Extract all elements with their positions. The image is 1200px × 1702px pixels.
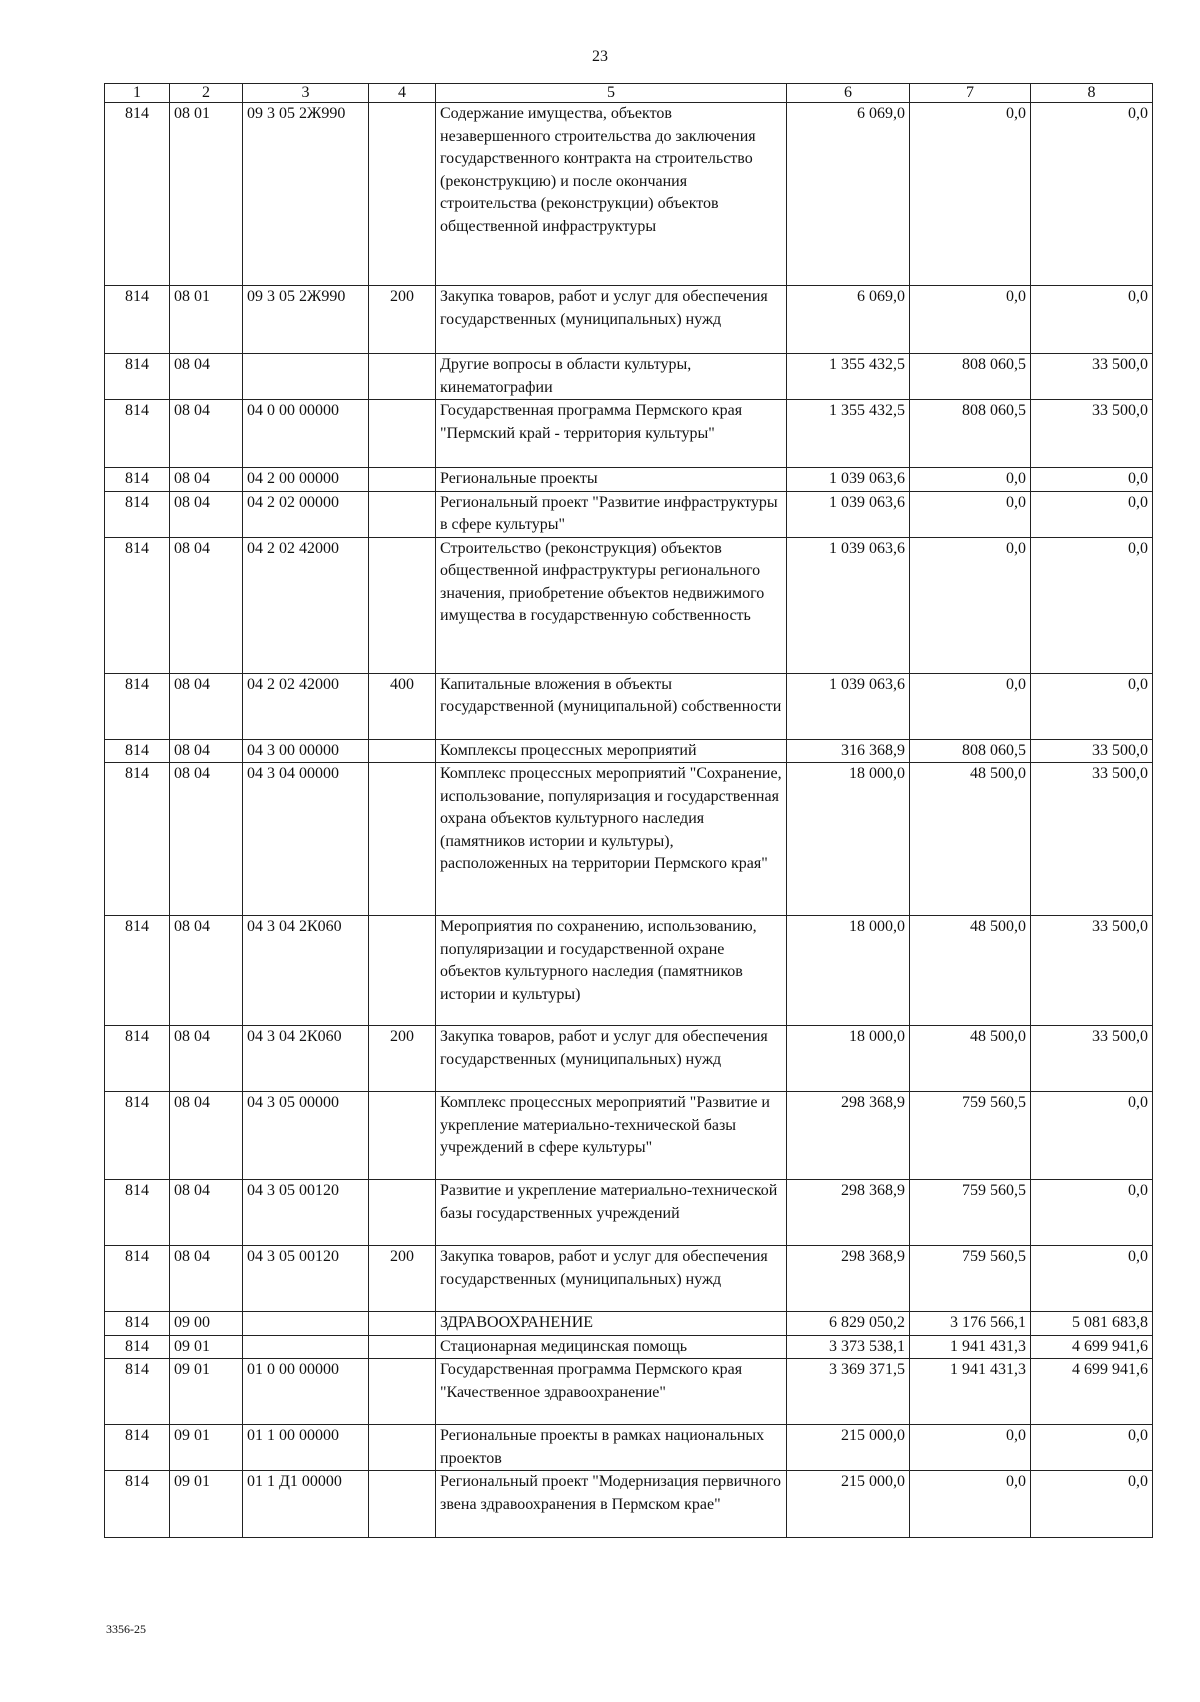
target-article-cell: 04 3 05 00120 bbox=[243, 1246, 369, 1312]
expense-type-cell bbox=[369, 537, 436, 673]
target-article-cell bbox=[243, 1335, 369, 1359]
admin-code-cell: 814 bbox=[105, 400, 170, 468]
amount-2026-cell: 808 060,5 bbox=[910, 354, 1031, 400]
target-article-cell: 01 1 Д1 00000 bbox=[243, 1471, 369, 1538]
expense-type-cell: 200 bbox=[369, 286, 436, 354]
description-cell: Государственная программа Пермского края "Пермский край - территория культуры" bbox=[436, 400, 787, 468]
amount-2026-cell: 0,0 bbox=[910, 1425, 1031, 1471]
page-number: 23 bbox=[592, 48, 608, 65]
target-article-cell: 04 0 00 00000 bbox=[243, 400, 369, 468]
section-code-cell: 08 01 bbox=[170, 103, 243, 286]
amount-2026-cell: 48 500,0 bbox=[910, 1026, 1031, 1092]
amount-2025-cell: 18 000,0 bbox=[787, 1026, 910, 1092]
amount-2026-cell: 0,0 bbox=[910, 468, 1031, 492]
expense-type-cell: 200 bbox=[369, 1246, 436, 1312]
target-article-cell: 04 2 02 00000 bbox=[243, 491, 369, 537]
section-code-cell: 08 01 bbox=[170, 286, 243, 354]
table-row bbox=[105, 491, 1153, 537]
amount-2027-cell: 0,0 bbox=[1031, 537, 1153, 673]
amount-2026-cell: 0,0 bbox=[910, 103, 1031, 286]
section-code-cell: 08 04 bbox=[170, 673, 243, 739]
description-cell: Содержание имущества, объектов незавершенного строительства до заключения государственного контракта на строительство (реконструкцию) и после окончания строительства (реконструкции) объектов общественной инфраструктуры bbox=[436, 103, 787, 286]
description-cell: Развитие и укрепление материально-технической базы государственных учреждений bbox=[436, 1180, 787, 1246]
expense-type-cell bbox=[369, 354, 436, 400]
description-cell: Строительство (реконструкция) объектов общественной инфраструктуры регионального значения, приобретение объектов недвижимого имущества в государственную собственность bbox=[436, 537, 787, 673]
amount-2025-cell: 3 373 538,1 bbox=[787, 1335, 910, 1359]
table-row bbox=[105, 1312, 1153, 1336]
amount-2026-cell: 759 560,5 bbox=[910, 1092, 1031, 1180]
target-article-cell: 04 3 04 2К060 bbox=[243, 916, 369, 1026]
target-article-cell: 04 2 02 42000 bbox=[243, 673, 369, 739]
amount-2025-cell: 6 069,0 bbox=[787, 286, 910, 354]
description-cell: Региональные проекты в рамках национальных проектов bbox=[436, 1425, 787, 1471]
description-cell: ЗДРАВООХРАНЕНИЕ bbox=[436, 1312, 787, 1336]
admin-code-cell: 814 bbox=[105, 286, 170, 354]
amount-2027-cell: 0,0 bbox=[1031, 468, 1153, 492]
section-code-cell: 08 04 bbox=[170, 1026, 243, 1092]
admin-code-cell: 814 bbox=[105, 673, 170, 739]
admin-code-cell: 814 bbox=[105, 916, 170, 1026]
amount-2026-cell: 0,0 bbox=[910, 286, 1031, 354]
table-row bbox=[105, 916, 1153, 1026]
target-article-cell: 09 3 05 2Ж990 bbox=[243, 103, 369, 286]
description-cell: Комплекс процессных мероприятий "Сохранение, использование, популяризация и государственная охрана объектов культурного наследия (памятников истории и культуры), расположенных на территории Пермского края" bbox=[436, 763, 787, 916]
amount-2025-cell: 18 000,0 bbox=[787, 916, 910, 1026]
description-cell: Другие вопросы в области культуры, кинематографии bbox=[436, 354, 787, 400]
target-article-cell bbox=[243, 354, 369, 400]
amount-2025-cell: 215 000,0 bbox=[787, 1425, 910, 1471]
amount-2026-cell: 1 941 431,3 bbox=[910, 1359, 1031, 1425]
table-row bbox=[105, 1092, 1153, 1180]
section-code-cell: 08 04 bbox=[170, 400, 243, 468]
table-row bbox=[105, 1359, 1153, 1425]
amount-2025-cell: 1 039 063,6 bbox=[787, 468, 910, 492]
table-row bbox=[105, 673, 1153, 739]
amount-2026-cell: 0,0 bbox=[910, 537, 1031, 673]
table-row bbox=[105, 468, 1153, 492]
table-header-row bbox=[105, 84, 1153, 103]
header-cell: 6 bbox=[787, 84, 910, 103]
header-cell: 4 bbox=[369, 84, 436, 103]
admin-code-cell: 814 bbox=[105, 103, 170, 286]
description-cell: Мероприятия по сохранению, использованию, популяризации и государственной охране объектов культурного наследия (памятников истории и культуры) bbox=[436, 916, 787, 1026]
header-cell: 1 bbox=[105, 84, 170, 103]
admin-code-cell: 814 bbox=[105, 1026, 170, 1092]
description-cell: Закупка товаров, работ и услуг для обеспечения государственных (муниципальных) нужд bbox=[436, 1026, 787, 1092]
section-code-cell: 08 04 bbox=[170, 763, 243, 916]
section-code-cell: 09 00 bbox=[170, 1312, 243, 1336]
header-cell: 2 bbox=[170, 84, 243, 103]
target-article-cell: 04 2 02 42000 bbox=[243, 537, 369, 673]
amount-2026-cell: 3 176 566,1 bbox=[910, 1312, 1031, 1336]
admin-code-cell: 814 bbox=[105, 1246, 170, 1312]
expense-type-cell bbox=[369, 916, 436, 1026]
amount-2027-cell: 4 699 941,6 bbox=[1031, 1335, 1153, 1359]
amount-2027-cell: 4 699 941,6 bbox=[1031, 1359, 1153, 1425]
target-article-cell: 04 3 05 00120 bbox=[243, 1180, 369, 1246]
amount-2025-cell: 1 355 432,5 bbox=[787, 400, 910, 468]
amount-2025-cell: 1 039 063,6 bbox=[787, 673, 910, 739]
description-cell: Комплексы процессных мероприятий bbox=[436, 739, 787, 763]
amount-2026-cell: 48 500,0 bbox=[910, 763, 1031, 916]
target-article-cell bbox=[243, 1312, 369, 1336]
expense-type-cell bbox=[369, 1092, 436, 1180]
target-article-cell: 01 0 00 00000 bbox=[243, 1359, 369, 1425]
amount-2027-cell: 33 500,0 bbox=[1031, 400, 1153, 468]
admin-code-cell: 814 bbox=[105, 1471, 170, 1538]
table-row bbox=[105, 1180, 1153, 1246]
amount-2027-cell: 0,0 bbox=[1031, 673, 1153, 739]
target-article-cell: 04 3 05 00000 bbox=[243, 1092, 369, 1180]
amount-2025-cell: 1 355 432,5 bbox=[787, 354, 910, 400]
description-cell: Региональные проекты bbox=[436, 468, 787, 492]
admin-code-cell: 814 bbox=[105, 1092, 170, 1180]
section-code-cell: 08 04 bbox=[170, 1180, 243, 1246]
amount-2026-cell: 0,0 bbox=[910, 1471, 1031, 1538]
expense-type-cell bbox=[369, 763, 436, 916]
amount-2027-cell: 33 500,0 bbox=[1031, 354, 1153, 400]
amount-2025-cell: 1 039 063,6 bbox=[787, 491, 910, 537]
table-row bbox=[105, 103, 1153, 286]
expense-type-cell bbox=[369, 491, 436, 537]
description-cell: Закупка товаров, работ и услуг для обеспечения государственных (муниципальных) нужд bbox=[436, 1246, 787, 1312]
amount-2026-cell: 808 060,5 bbox=[910, 400, 1031, 468]
section-code-cell: 09 01 bbox=[170, 1425, 243, 1471]
amount-2026-cell: 0,0 bbox=[910, 491, 1031, 537]
amount-2027-cell: 5 081 683,8 bbox=[1031, 1312, 1153, 1336]
amount-2026-cell: 0,0 bbox=[910, 673, 1031, 739]
expense-type-cell: 400 bbox=[369, 673, 436, 739]
expense-type-cell bbox=[369, 1180, 436, 1246]
budget-table bbox=[104, 83, 1153, 1538]
table-row bbox=[105, 1026, 1153, 1092]
admin-code-cell: 814 bbox=[105, 763, 170, 916]
table-row bbox=[105, 1471, 1153, 1538]
amount-2027-cell: 0,0 bbox=[1031, 103, 1153, 286]
table-row bbox=[105, 286, 1153, 354]
section-code-cell: 08 04 bbox=[170, 468, 243, 492]
table-row bbox=[105, 739, 1153, 763]
amount-2027-cell: 0,0 bbox=[1031, 1471, 1153, 1538]
target-article-cell: 04 3 04 00000 bbox=[243, 763, 369, 916]
section-code-cell: 08 04 bbox=[170, 1092, 243, 1180]
admin-code-cell: 814 bbox=[105, 739, 170, 763]
target-article-cell: 04 3 04 2К060 bbox=[243, 1026, 369, 1092]
amount-2027-cell: 33 500,0 bbox=[1031, 1026, 1153, 1092]
amount-2025-cell: 1 039 063,6 bbox=[787, 537, 910, 673]
table-row bbox=[105, 354, 1153, 400]
section-code-cell: 09 01 bbox=[170, 1359, 243, 1425]
table-row bbox=[105, 1335, 1153, 1359]
target-article-cell: 04 2 00 00000 bbox=[243, 468, 369, 492]
admin-code-cell: 814 bbox=[105, 468, 170, 492]
amount-2027-cell: 0,0 bbox=[1031, 286, 1153, 354]
description-cell: Региональный проект "Модернизация первичного звена здравоохранения в Пермском крае" bbox=[436, 1471, 787, 1538]
expense-type-cell bbox=[369, 739, 436, 763]
table-row bbox=[105, 1246, 1153, 1312]
amount-2027-cell: 0,0 bbox=[1031, 1180, 1153, 1246]
section-code-cell: 08 04 bbox=[170, 739, 243, 763]
expense-type-cell bbox=[369, 103, 436, 286]
amount-2025-cell: 298 368,9 bbox=[787, 1092, 910, 1180]
admin-code-cell: 814 bbox=[105, 354, 170, 400]
amount-2027-cell: 33 500,0 bbox=[1031, 763, 1153, 916]
target-article-cell: 09 3 05 2Ж990 bbox=[243, 286, 369, 354]
amount-2026-cell: 1 941 431,3 bbox=[910, 1335, 1031, 1359]
table-row bbox=[105, 763, 1153, 916]
admin-code-cell: 814 bbox=[105, 1312, 170, 1336]
expense-type-cell: 200 bbox=[369, 1026, 436, 1092]
section-code-cell: 08 04 bbox=[170, 916, 243, 1026]
amount-2027-cell: 33 500,0 bbox=[1031, 739, 1153, 763]
amount-2026-cell: 759 560,5 bbox=[910, 1246, 1031, 1312]
amount-2026-cell: 808 060,5 bbox=[910, 739, 1031, 763]
header-cell: 8 bbox=[1031, 84, 1153, 103]
amount-2026-cell: 48 500,0 bbox=[910, 916, 1031, 1026]
admin-code-cell: 814 bbox=[105, 1359, 170, 1425]
section-code-cell: 08 04 bbox=[170, 537, 243, 673]
table-row bbox=[105, 400, 1153, 468]
amount-2025-cell: 215 000,0 bbox=[787, 1471, 910, 1538]
expense-type-cell bbox=[369, 1425, 436, 1471]
section-code-cell: 08 04 bbox=[170, 1246, 243, 1312]
expense-type-cell bbox=[369, 1471, 436, 1538]
admin-code-cell: 814 bbox=[105, 537, 170, 673]
admin-code-cell: 814 bbox=[105, 491, 170, 537]
amount-2027-cell: 0,0 bbox=[1031, 1246, 1153, 1312]
table-row bbox=[105, 537, 1153, 673]
expense-type-cell bbox=[369, 400, 436, 468]
description-cell: Региональный проект "Развитие инфраструктуры в сфере культуры" bbox=[436, 491, 787, 537]
section-code-cell: 09 01 bbox=[170, 1471, 243, 1538]
description-cell: Комплекс процессных мероприятий "Развитие и укрепление материально-технической базы учреждений в сфере культуры" bbox=[436, 1092, 787, 1180]
target-article-cell: 01 1 00 00000 bbox=[243, 1425, 369, 1471]
admin-code-cell: 814 bbox=[105, 1180, 170, 1246]
amount-2025-cell: 18 000,0 bbox=[787, 763, 910, 916]
amount-2027-cell: 33 500,0 bbox=[1031, 916, 1153, 1026]
admin-code-cell: 814 bbox=[105, 1335, 170, 1359]
amount-2025-cell: 316 368,9 bbox=[787, 739, 910, 763]
header-cell: 7 bbox=[910, 84, 1031, 103]
amount-2027-cell: 0,0 bbox=[1031, 1425, 1153, 1471]
section-code-cell: 08 04 bbox=[170, 491, 243, 537]
header-cell: 5 bbox=[436, 84, 787, 103]
document-code: 3356-25 bbox=[106, 1622, 146, 1636]
section-code-cell: 08 04 bbox=[170, 354, 243, 400]
amount-2025-cell: 298 368,9 bbox=[787, 1180, 910, 1246]
amount-2027-cell: 0,0 bbox=[1031, 491, 1153, 537]
admin-code-cell: 814 bbox=[105, 1425, 170, 1471]
description-cell: Капитальные вложения в объекты государственной (муниципальной) собственности bbox=[436, 673, 787, 739]
description-cell: Стационарная медицинская помощь bbox=[436, 1335, 787, 1359]
amount-2025-cell: 298 368,9 bbox=[787, 1246, 910, 1312]
target-article-cell: 04 3 00 00000 bbox=[243, 739, 369, 763]
amount-2026-cell: 759 560,5 bbox=[910, 1180, 1031, 1246]
amount-2025-cell: 3 369 371,5 bbox=[787, 1359, 910, 1425]
table-row bbox=[105, 1425, 1153, 1471]
amount-2027-cell: 0,0 bbox=[1031, 1092, 1153, 1180]
amount-2025-cell: 6 829 050,2 bbox=[787, 1312, 910, 1336]
section-code-cell: 09 01 bbox=[170, 1335, 243, 1359]
amount-2025-cell: 6 069,0 bbox=[787, 103, 910, 286]
header-cell: 3 bbox=[243, 84, 369, 103]
expense-type-cell bbox=[369, 1312, 436, 1336]
description-cell: Государственная программа Пермского края "Качественное здравоохранение" bbox=[436, 1359, 787, 1425]
expense-type-cell bbox=[369, 468, 436, 492]
description-cell: Закупка товаров, работ и услуг для обеспечения государственных (муниципальных) нужд bbox=[436, 286, 787, 354]
expense-type-cell bbox=[369, 1359, 436, 1425]
expense-type-cell bbox=[369, 1335, 436, 1359]
